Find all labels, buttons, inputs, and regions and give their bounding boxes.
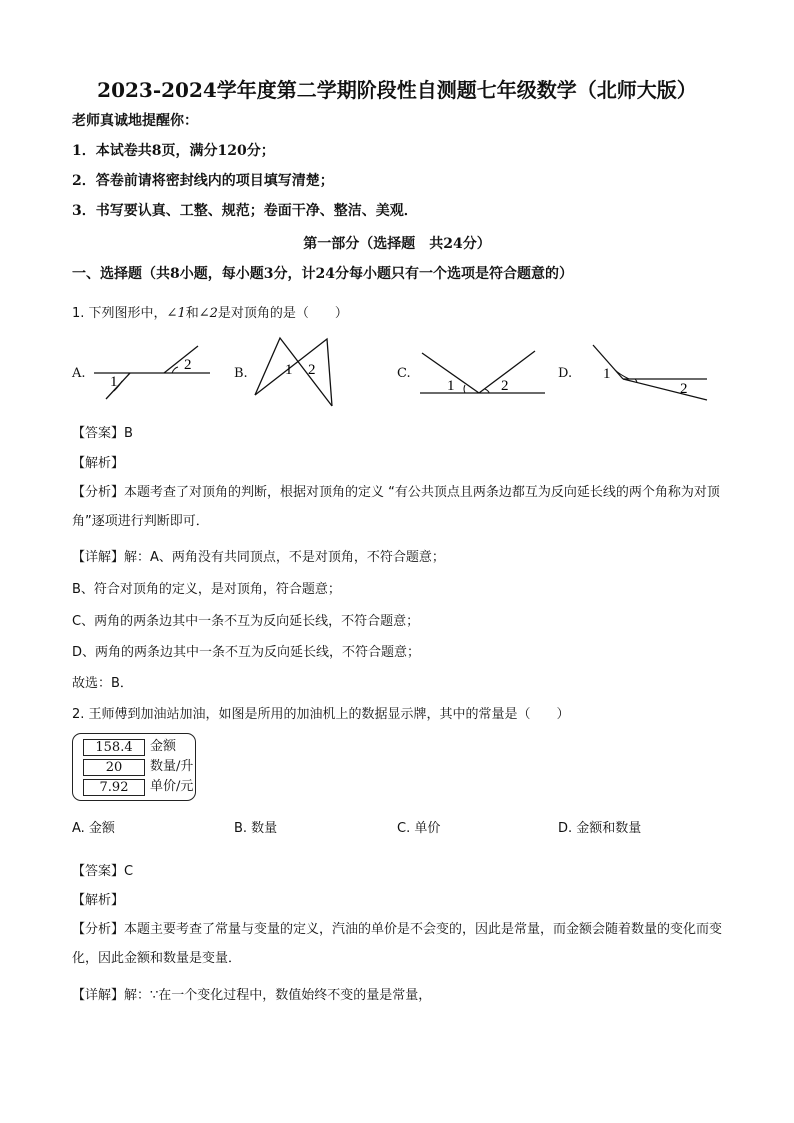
q1-figure-b xyxy=(250,335,365,415)
q1-answer xyxy=(72,422,133,441)
q2-fenxi xyxy=(72,915,732,973)
q2-detail xyxy=(72,984,431,1003)
fuel-display-panel xyxy=(72,733,196,801)
q2-option-b: B. 数量 xyxy=(234,821,278,836)
q2-fenxi-text: 本题主要考查了常量与变量的定义，汽油的单价是不会变的，因此是常量，而金额会随着数量的变化而变化，因此金额和数量是变量． xyxy=(72,922,723,966)
display-label-amount: 金额 xyxy=(150,739,177,754)
q1-stem-after: 是对顶角的是（ ） xyxy=(217,306,348,321)
q2-analysis-tag: 【解析】 xyxy=(72,893,125,908)
reminder-item-3: 3．书写要认真、工整、规范；卷面干净、整洁、美观． xyxy=(72,203,418,219)
q1-fenxi-tag: 【分析】 xyxy=(72,485,125,500)
section-instruction: 一、选择题（共8小题，每小题3分，计24分每小题只有一个选项是符合题意的） xyxy=(72,266,573,282)
q1-d-label-1: 1 xyxy=(603,366,611,382)
q1-a-label-2: 2 xyxy=(184,357,192,373)
q2-option-a: A. 金额 xyxy=(72,821,115,836)
q1-detail-line-2: B、符合对顶角的定义，是对顶角，符合题意； xyxy=(72,582,341,597)
q1-b-label-1: 1 xyxy=(285,362,293,378)
q1-angle-2: ∠2 xyxy=(198,306,218,321)
display-value-amount: 158.4 xyxy=(83,739,145,756)
q1-d-label-2: 2 xyxy=(680,381,688,397)
q2-answer xyxy=(72,860,133,879)
reminder-item-1: 1．本试卷共8页，满分120分； xyxy=(72,143,275,159)
q1-answer-value: B xyxy=(124,426,133,441)
q1-answer-tag: 【答案】 xyxy=(72,426,125,441)
q1-c-label-1: 1 xyxy=(447,378,455,394)
q1-stem-before: 1. 下列图形中， xyxy=(72,306,167,321)
q2-fenxi-tag: 【分析】 xyxy=(72,922,125,937)
q1-c-label-2: 2 xyxy=(501,378,509,394)
q1-detail-text-1: 解：A、两角没有共同顶点，不是对顶角，不符合题意； xyxy=(124,550,445,565)
display-value-unit-price: 7.92 xyxy=(83,779,145,796)
q2-answer-tag: 【答案】 xyxy=(72,864,125,879)
q1-detail-line-1 xyxy=(72,546,445,565)
display-value-quantity: 20 xyxy=(83,759,145,776)
q1-detail-line-4: D、两角的两条边其中一条不互为反向延长线，不符合题意； xyxy=(72,645,421,660)
q1-a-label-1: 1 xyxy=(110,374,118,390)
q1-option-c-label: C. xyxy=(397,366,411,381)
display-label-quantity: 数量/升 xyxy=(150,759,194,774)
q1-fenxi xyxy=(72,478,732,536)
q1-figure-d xyxy=(585,340,715,405)
page-title: 2023-2024学年度第二学期阶段性自测题七年级数学（北师大版） xyxy=(97,78,697,102)
q2-detail-tag: 【详解】 xyxy=(72,988,125,1003)
q2-answer-value: C xyxy=(124,864,134,879)
q1-stem-mid: 和 xyxy=(185,306,199,321)
q2-stem: 2. 王师傅到加油站加油，如图是所用的加油机上的数据显示牌，其中的常量是（ ） xyxy=(72,707,570,722)
reminder-heading: 老师真诚地提醒你： xyxy=(72,113,198,129)
q2-option-d: D. 金额和数量 xyxy=(558,821,642,836)
q1-angle-1: ∠1 xyxy=(166,306,186,321)
q1-option-a-label: A. xyxy=(72,366,86,381)
q1-option-d-label: D. xyxy=(558,366,573,381)
q1-option-b-label: B. xyxy=(234,366,248,381)
q1-stem xyxy=(72,302,348,321)
q1-conclusion: 故选：B． xyxy=(72,676,133,691)
q1-b-label-2: 2 xyxy=(308,362,316,378)
q1-detail-tag: 【详解】 xyxy=(72,550,125,565)
q1-detail-line-3: C、两角的两条边其中一条不互为反向延长线，不符合题意； xyxy=(72,614,420,629)
section-title: 第一部分（选择题 共24分） xyxy=(303,236,491,252)
q1-fenxi-text: 本题考查了对顶角的判断，根据对顶角的定义 “有公共顶点且两条边都互为反向延长线的两个角称为对顶角”逐项进行判断即可． xyxy=(72,485,720,529)
reminder-item-2: 2．答卷前请将密封线内的项目填写清楚； xyxy=(72,173,334,189)
q2-detail-text: 解：∵在一个变化过程中，数值始终不变的量是常量， xyxy=(124,988,432,1003)
q1-analysis-tag: 【解析】 xyxy=(72,456,125,471)
q1-figure-a xyxy=(90,340,215,405)
display-label-unit-price: 单价/元 xyxy=(150,779,194,794)
q1-figure-c xyxy=(415,345,550,400)
q2-option-c: C. 单价 xyxy=(397,821,441,836)
